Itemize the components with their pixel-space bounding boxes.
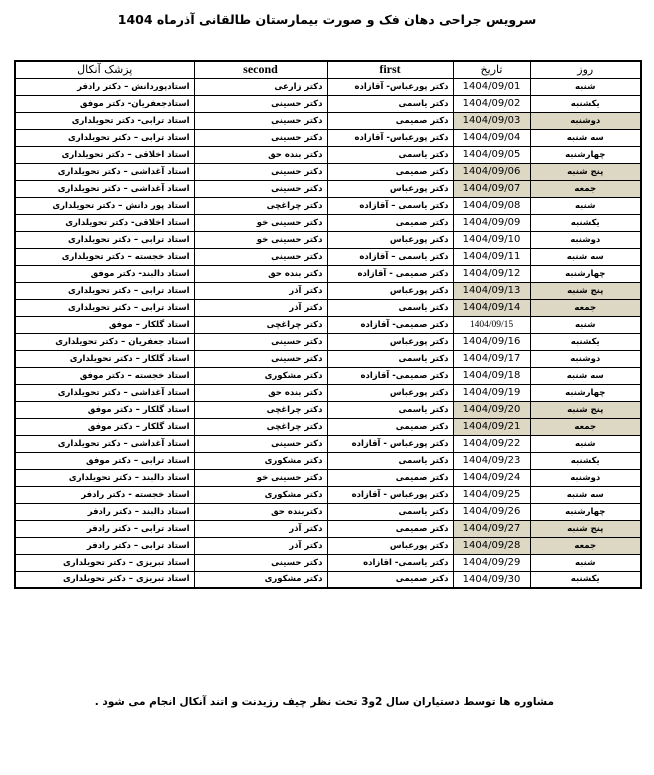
table-row (15, 197, 641, 214)
date-cell: 1404/09/25 (453, 486, 530, 503)
table-row (15, 401, 641, 418)
oncall-physician-cell: استاد ترابی – دکتر تحویلداری (15, 129, 194, 146)
first-doctor-cell: دکتر یاسمی (327, 146, 453, 163)
day-cell: شنبه (530, 435, 641, 452)
header-row (15, 61, 641, 78)
date-cell: 1404/09/27 (453, 520, 530, 537)
first-doctor-cell: دکتر صمیمی (327, 469, 453, 486)
day-cell: دوشنبه (530, 469, 641, 486)
day-cell: جمعه (530, 180, 641, 197)
table-row (15, 554, 641, 571)
day-cell: پنج شنبه (530, 520, 641, 537)
day-cell: یکشنبه (530, 95, 641, 112)
date-cell: 1404/09/11 (453, 248, 530, 265)
header-cell-oncall: پزشک آنکال (15, 61, 194, 78)
first-doctor-cell: دکتر صمیمی (327, 214, 453, 231)
second-doctor-cell: دکتر حسینی (194, 554, 327, 571)
schedule-table (14, 60, 642, 589)
day-cell: پنج شنبه (530, 282, 641, 299)
day-cell: پنج شنبه (530, 401, 641, 418)
first-doctor-cell: دکتر صمیمی (327, 163, 453, 180)
date-cell: 1404/09/30 (453, 571, 530, 588)
first-doctor-cell: دکتر پورعباس- آقازاده (327, 78, 453, 95)
first-doctor-cell: دکتر یاسمی (327, 299, 453, 316)
oncall-physician-cell: استاد خجسته – دکتر موفق (15, 367, 194, 384)
second-doctor-cell: دکتر حسینی (194, 112, 327, 129)
date-cell: 1404/09/08 (453, 197, 530, 214)
day-cell: شنبه (530, 554, 641, 571)
date-cell: 1404/09/22 (453, 435, 530, 452)
oncall-physician-cell: استاد آغداشی – دکتر تحویلداری (15, 180, 194, 197)
day-cell: دوشنبه (530, 350, 641, 367)
first-doctor-cell: دکتر یاسمی (327, 401, 453, 418)
footer-note: مشاوره ها توسط دستیاران سال 2و3 تحت نظر چیف رزیدنت و اتند آنکال انجام می شود . (94, 696, 554, 708)
table-row (15, 78, 641, 95)
header-cell-date: تاریخ (453, 61, 530, 78)
day-cell: یکشنبه (530, 571, 641, 588)
document-title: سرویس جراحی دهان فک و صورت بیمارستان طالقانی آذرماه 1404 (117, 12, 537, 27)
oncall-physician-cell: استاد دالبند- دکتر موفق (15, 265, 194, 282)
second-doctor-cell: دکتر حسینی (194, 95, 327, 112)
date-cell: 1404/09/23 (453, 452, 530, 469)
day-cell: جمعه (530, 299, 641, 316)
second-doctor-cell: دکتر حسینی خو (194, 214, 327, 231)
table-row (15, 503, 641, 520)
oncall-physician-cell: استاد گلکار – موفق (15, 316, 194, 333)
day-cell: یکشنبه (530, 452, 641, 469)
day-cell: شنبه (530, 316, 641, 333)
day-cell: سه شنبه (530, 367, 641, 384)
second-doctor-cell: دکتر بنده حق (194, 384, 327, 401)
table-row (15, 299, 641, 316)
first-doctor-cell: دکتر صمیمی- آقازاده (327, 367, 453, 384)
second-doctor-cell: دکتر چراغچی (194, 316, 327, 333)
second-doctor-cell: دکتر بنده حق (194, 265, 327, 282)
table-row (15, 282, 641, 299)
date-cell: 1404/09/21 (453, 418, 530, 435)
table-row (15, 384, 641, 401)
table-row (15, 231, 641, 248)
first-doctor-cell: دکتر پورعباس (327, 333, 453, 350)
table-row (15, 95, 641, 112)
date-cell: 1404/09/20 (453, 401, 530, 418)
table-row (15, 316, 641, 333)
oncall-physician-cell: استاد ترابی – دکتر تحویلداری (15, 282, 194, 299)
first-doctor-cell: دکتر صمیمی (327, 520, 453, 537)
oncall-physician-cell: استاد ترابی – دکتر رادفر (15, 520, 194, 537)
second-doctor-cell: دکتر حسینی (194, 333, 327, 350)
day-cell: چهارشنبه (530, 146, 641, 163)
date-cell: 1404/09/14 (453, 299, 530, 316)
table-row (15, 180, 641, 197)
table-row (15, 520, 641, 537)
second-doctor-cell: دکتر حسینی (194, 350, 327, 367)
second-doctor-cell: دکتر مشکوری (194, 486, 327, 503)
second-doctor-cell: دکتر حسینی خو (194, 469, 327, 486)
second-doctor-cell: دکتر حسینی (194, 180, 327, 197)
oncall-physician-cell: استاد اخلاقی – دکتر تحویلداری (15, 146, 194, 163)
oncall-physician-cell: استاد آغداشی – دکتر تحویلداری (15, 384, 194, 401)
second-doctor-cell: دکتر حسینی خو (194, 231, 327, 248)
oncall-physician-cell: استاد گلکار – دکتر موفق (15, 418, 194, 435)
day-cell: چهارشنبه (530, 384, 641, 401)
day-cell: چهارشنبه (530, 265, 641, 282)
first-doctor-cell: دکتر یاسمی- اقازاده (327, 554, 453, 571)
day-cell: پنج شنبه (530, 163, 641, 180)
oncall-physician-cell: استادپوردانش – دکتر رادفر (15, 78, 194, 95)
day-cell: سه شنبه (530, 248, 641, 265)
day-cell: یکشنبه (530, 333, 641, 350)
oncall-physician-cell: استاد دالبند – دکتر رادفر (15, 503, 194, 520)
table-row (15, 486, 641, 503)
day-cell: یکشنبه (530, 214, 641, 231)
oncall-physician-cell: استاد دالبند – دکتر تحویلداری (15, 469, 194, 486)
second-doctor-cell: دکتر حسینی (194, 435, 327, 452)
second-doctor-cell: دکتر حسینی (194, 248, 327, 265)
table-row (15, 112, 641, 129)
date-cell: 1404/09/19 (453, 384, 530, 401)
second-doctor-cell: دکتربنده حق (194, 503, 327, 520)
date-cell: 1404/09/15 (453, 316, 530, 333)
oncall-physician-cell: استاد ترابی – دکتر موفق (15, 452, 194, 469)
first-doctor-cell: دکتر صمیمی (327, 571, 453, 588)
first-doctor-cell: دکتر پورعباس (327, 537, 453, 554)
table-row (15, 214, 641, 231)
date-cell: 1404/09/02 (453, 95, 530, 112)
date-cell: 1404/09/17 (453, 350, 530, 367)
second-doctor-cell: دکتر چراغچی (194, 418, 327, 435)
day-cell: جمعه (530, 537, 641, 554)
oncall-physician-cell: استاد تبریزی – دکتر تحویلداری (15, 571, 194, 588)
second-doctor-cell: دکتر چراغچی (194, 197, 327, 214)
table-row (15, 571, 641, 588)
oncall-physician-cell: استاد ترابی – دکتر تحویلداری (15, 231, 194, 248)
first-doctor-cell: دکتر یاسمی – آقازاده (327, 248, 453, 265)
oncall-physician-cell: استادجعفریان- دکتر موفق (15, 95, 194, 112)
first-doctor-cell: دکتر پورعباس (327, 384, 453, 401)
second-doctor-cell: دکتر آذر (194, 282, 327, 299)
table-row (15, 333, 641, 350)
second-doctor-cell: دکتر مشکوری (194, 571, 327, 588)
oncall-physician-cell: استاد گلکار – دکتر تحویلداری (15, 350, 194, 367)
table-row (15, 146, 641, 163)
first-doctor-cell: دکتر یاسمی (327, 95, 453, 112)
oncall-physician-cell: استاد گلکار – دکتر موفق (15, 401, 194, 418)
date-cell: 1404/09/24 (453, 469, 530, 486)
first-doctor-cell: دکتر پورعباس - آقازاده (327, 435, 453, 452)
second-doctor-cell: دکتر بنده حق (194, 146, 327, 163)
table-row (15, 265, 641, 282)
day-cell: شنبه (530, 78, 641, 95)
table-row (15, 350, 641, 367)
day-cell: چهارشنبه (530, 503, 641, 520)
table-row (15, 163, 641, 180)
table-row (15, 129, 641, 146)
second-doctor-cell: دکتر حسینی (194, 129, 327, 146)
oncall-physician-cell: استاد ترابی – دکتر تحویلداری (15, 299, 194, 316)
first-doctor-cell: دکتر یاسمی – آقازاده (327, 197, 453, 214)
day-cell: شنبه (530, 197, 641, 214)
oncall-physician-cell: استاد ترابی- دکتر تحویلداری (15, 112, 194, 129)
table-row (15, 418, 641, 435)
second-doctor-cell: دکتر مشکوری (194, 452, 327, 469)
first-doctor-cell: دکتر صمیمی - آقازاده (327, 265, 453, 282)
date-cell: 1404/09/07 (453, 180, 530, 197)
day-cell: دوشنبه (530, 112, 641, 129)
schedule-table-header (15, 61, 641, 78)
day-cell: سه شنبه (530, 486, 641, 503)
date-cell: 1404/09/26 (453, 503, 530, 520)
oncall-physician-cell: استاد جعفریان – دکتر تحویلداری (15, 333, 194, 350)
oncall-physician-cell: استاد پور دانش – دکتر تحویلداری (15, 197, 194, 214)
header-cell-day: روز (530, 61, 641, 78)
first-doctor-cell: دکتر پورعباس - آقازاده (327, 486, 453, 503)
date-cell: 1404/09/16 (453, 333, 530, 350)
second-doctor-cell: دکتر حسینی (194, 163, 327, 180)
first-doctor-cell: دکتر یاسمی (327, 503, 453, 520)
date-cell: 1404/09/03 (453, 112, 530, 129)
oncall-physician-cell: استاد آغداشی – دکتر تحویلداری (15, 435, 194, 452)
oncall-physician-cell: استاد ترابی – دکتر رادفر (15, 537, 194, 554)
first-doctor-cell: دکتر یاسمی (327, 350, 453, 367)
first-doctor-cell: دکتر یاسمی (327, 452, 453, 469)
schedule-table-body (15, 78, 641, 588)
second-doctor-cell: دکتر مشکوری (194, 367, 327, 384)
date-cell: 1404/09/29 (453, 554, 530, 571)
table-row (15, 469, 641, 486)
first-doctor-cell: دکتر صمیمی (327, 418, 453, 435)
oncall-physician-cell: استاد خجسته - دکتر رادفر (15, 486, 194, 503)
first-doctor-cell: دکتر صمیمی (327, 112, 453, 129)
date-cell: 1404/09/05 (453, 146, 530, 163)
second-doctor-cell: دکتر آذر (194, 520, 327, 537)
oncall-physician-cell: استاد آغداشی – دکتر تحویلداری (15, 163, 194, 180)
first-doctor-cell: دکتر پورعباس (327, 231, 453, 248)
table-row (15, 452, 641, 469)
date-cell: 1404/09/28 (453, 537, 530, 554)
table-row (15, 248, 641, 265)
table-row (15, 367, 641, 384)
header-cell-first: first (327, 61, 453, 78)
date-cell: 1404/09/09 (453, 214, 530, 231)
header-cell-second: second (194, 61, 327, 78)
day-cell: سه شنبه (530, 129, 641, 146)
first-doctor-cell: دکتر پورعباس (327, 180, 453, 197)
table-row (15, 435, 641, 452)
second-doctor-cell: دکتر زارعی (194, 78, 327, 95)
oncall-physician-cell: استاد خجسته – دکتر تحویلداری (15, 248, 194, 265)
second-doctor-cell: دکتر آذر (194, 299, 327, 316)
first-doctor-cell: دکتر پورعباس- آقازاده (327, 129, 453, 146)
day-cell: دوشنبه (530, 231, 641, 248)
oncall-physician-cell: استاد تبریزی – دکتر تحویلداری (15, 554, 194, 571)
date-cell: 1404/09/01 (453, 78, 530, 95)
first-doctor-cell: دکتر پورعباس (327, 282, 453, 299)
date-cell: 1404/09/06 (453, 163, 530, 180)
table-row (15, 537, 641, 554)
day-cell: جمعه (530, 418, 641, 435)
date-cell: 1404/09/12 (453, 265, 530, 282)
date-cell: 1404/09/04 (453, 129, 530, 146)
oncall-physician-cell: استاد اخلاقی- دکتر تحویلداری (15, 214, 194, 231)
date-cell: 1404/09/18 (453, 367, 530, 384)
date-cell: 1404/09/10 (453, 231, 530, 248)
second-doctor-cell: دکتر آذر (194, 537, 327, 554)
second-doctor-cell: دکتر چراغچی (194, 401, 327, 418)
date-cell: 1404/09/13 (453, 282, 530, 299)
first-doctor-cell: دکتر صمیمی- آقازاده (327, 316, 453, 333)
